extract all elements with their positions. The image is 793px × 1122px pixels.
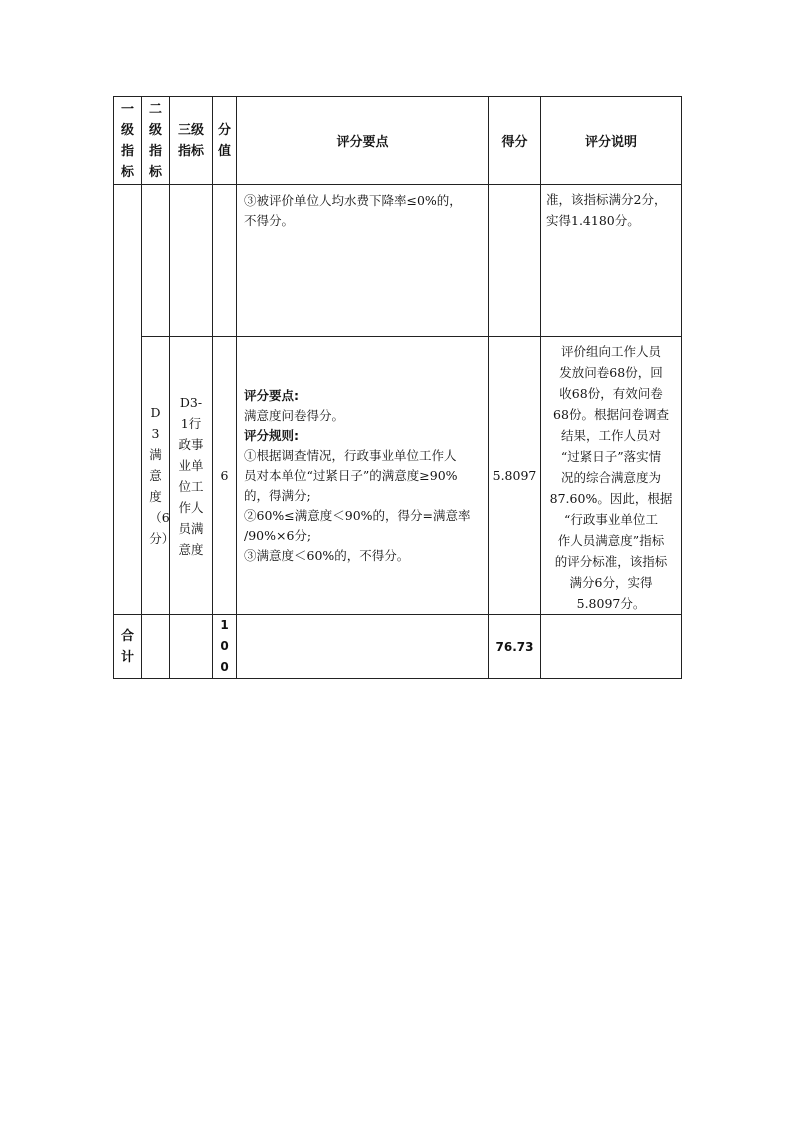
table-row [114, 337, 682, 615]
score-cell: 5.8097 [489, 337, 541, 615]
empty-cell [237, 615, 489, 679]
total-score: 76.73 [489, 615, 541, 679]
header-level3: 三级指标 [170, 97, 213, 185]
score-cell [489, 185, 541, 337]
points-cell: 评分要点: 满意度问卷得分。 评分规则: ①根据调查情况，行政事业单位工作人 员对本单位“过紧日子”的满意度≥90% 的，得满分; ②60%≤满意度＜90%的，得分=满意率 /90%×6分; ③满意度＜60%的，不得分。 [237, 337, 489, 615]
empty-cell [170, 615, 213, 679]
level1-cell [114, 185, 142, 615]
header-level1: 一级指标 [114, 97, 142, 185]
header-explanation: 评分说明 [541, 97, 682, 185]
explanation-cell: 准，该指标满分2分， 实得1.4180分。 [541, 185, 682, 337]
level2-cell [142, 185, 170, 337]
weight-cell: 6 [213, 337, 237, 615]
empty-cell [142, 615, 170, 679]
header-level2: 二级指标 [142, 97, 170, 185]
total-weight: 100 [213, 615, 237, 679]
total-row [114, 615, 682, 679]
header-weight: 分值 [213, 97, 237, 185]
total-label: 合计 [114, 615, 142, 679]
level3-cell: D3-1行政事业单位工作人员满意度 [170, 337, 213, 615]
empty-cell [541, 615, 682, 679]
header-row [114, 97, 682, 185]
points-cell: ③被评价单位人均水费下降率≤0%的， 不得分。 [237, 185, 489, 337]
header-score: 得分 [489, 97, 541, 185]
table-row [114, 185, 682, 337]
header-points: 评分要点 [237, 97, 489, 185]
explanation-cell: 评价组向工作人员 发放问卷68份，回 收68份，有效问卷 68份。根据问卷调查 结果，工作人员对 “过紧日子”落实情 况的综合满意度为 87.60%。因此，根据 “行政事业单位工 作人员满意度”指标 的评分标准，该指标 满分6分，实得 5.8097分。 [541, 337, 682, 615]
level2-cell: D3满意度（6分） [142, 337, 170, 615]
weight-cell [213, 185, 237, 337]
scoring-table [113, 96, 682, 679]
level3-cell [170, 185, 213, 337]
